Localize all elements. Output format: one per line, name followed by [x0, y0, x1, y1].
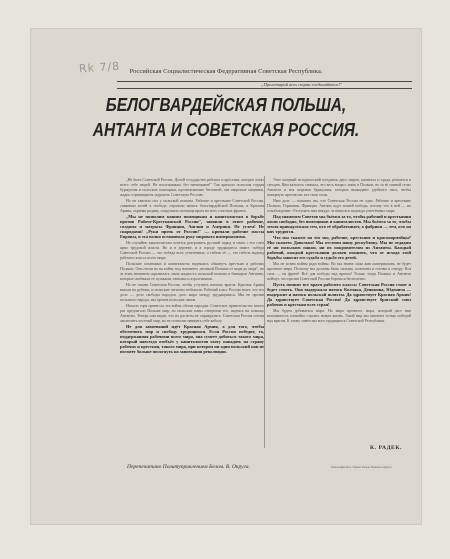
- right-text-column: [267, 178, 411, 447]
- left-paragraph: Немало горя принесла эта война обоим народам. Советское правительство много раз предлагало Польше мир, но польские паны отвергали его, надеясь на помощь Антанты. Теперь они видят, что их расчеты не оправдались. Советская Россия готова заключить честный мир, но не позволит навязать себе кабалу.: [120, 304, 264, 323]
- left-paragraph: Но не такова Советская Россия, чтобы уступить натиску врагов. Красная Армия вышла на рубежи, и польские легионы побежали. Рабочий класс России знает, что его дело — дело свободы народов, дело мира между трудящимися. Мы не против польского народа, мы против польских панов.: [120, 283, 264, 302]
- left-paragraph: [120, 325, 264, 355]
- left-bold-paragraph: Не для завоеваний идёт Красная Армия, а для того, чтобы обеспечить мир и свободу трудящимся. Если Россия победит, то, поддержанная рабочими всего мира, она сумеет добиться такого мира, который навсегда отобьёт у капиталистов охоту нападать на страну рабочих и крестьян, такого мира, при котором ни один польский пан не посмеет больше посягнуть на завоевания революции.: [120, 324, 264, 354]
- right-paragraph: [267, 236, 411, 261]
- right-paragraph: [267, 283, 411, 308]
- right-paragraph: Наш долг — показать им, что Советская Россия не одна. Рабочие и крестьяне Польши, Германии, Франции, Англии ждут нашей победы, потому что в ней — их освобождение. Отступать нам некуда: за нами вся надежда угнетённых мира.: [267, 199, 411, 213]
- title-line-1: БЕЛОГВАРДЕЙСКАЯ ПОЛЬША,: [105, 95, 347, 115]
- left-paragraph: Не случайно капиталистам хочется разгромить русский народ и снять с его плеч ярмо трудовой власти. Но и в деревне, и в городе трудящиеся знают: победа Советской России — это победа всех угнетенных, а гибель её — это гибель надежд рабочего класса всего мира.: [120, 241, 264, 260]
- left-bold-paragraph: „Мы не позволим нашим помещикам и капиталистам в борьбе против Рабоче-Крестьянской России", заявили в ответ рабочие, солдаты и матросы Франции, Англии и Америки. Не углем! Не снарядами! „Руки прочь от России!" — кричали рабочие массы Европы, и эта волна остановила руку мирового империализма.: [120, 214, 264, 239]
- title-line-2: АНТАНТА И СОВЕТСКАЯ РОССИЯ.: [92, 120, 360, 140]
- left-paragraph: [120, 215, 264, 240]
- printer-imprint: Типография Пол. Управл. Белом. Военного Округа.: [331, 466, 393, 469]
- reprint-note: Перепечатано Политуправлением Белом. В. Округа.: [127, 464, 250, 470]
- republic-header: Российская Социалистическая Федеративная Советская Республика.: [129, 68, 323, 75]
- left-paragraph: Но не хватило сил у польской шляхты. Рабочие и крестьяне Советской России, спаянные волей к свободе, отразили натиск белогвардейской Польши, и Красная Армия, охраняя родину, сокрушила полчища врага на всех участках фронта.: [120, 199, 264, 213]
- right-paragraph: [267, 215, 411, 235]
- column-divider: [264, 176, 265, 448]
- left-paragraph: „Не быть Советской России. Долой государство рабочих и крестьян, которое хотят всего себе людей. Не насильникам, без наемщиков!" Так кричала польская гордая буржуазия и польские помещики, вдохновляемые Антантой, эти свирепые хищники, жадно стремящиеся задушить Советскую Россию.: [120, 178, 264, 197]
- right-bold-paragraph: Что мы скажем на это мы, рабочие, крестьяне и красноармейцы? Мы скажем: Довольно! Мы отстоим нашу республику. Мы не отдадим её ни польским панам, ни их покровителям из Антанты. Каждый рабочий, каждый крестьянин должен помнить, что от исхода этой борьбы зависит его судьба и судьба его детей.: [267, 235, 411, 260]
- right-paragraph: Мы не хотим войны ради войны. Но мы знаем: пока жив империализм, не будет прочного мира. Поэтому мы должны быть сильны, сплочены и готовы к отпору. Вся сила — на фронт! Всё для победы над врагом! Только тогда Польша и Антанта поймут, что против Советской России бороться бесполезно.: [267, 262, 411, 281]
- motto: „Пролетарий всех стран соединяйтесь!": [261, 82, 342, 87]
- author-signature: К. РАДЕК.: [370, 445, 403, 451]
- header-rule-bottom: [117, 88, 412, 89]
- left-paragraph: Польские помещики и капиталисты надеялись обмануть крестьян и рабочих Польши. Они гнали их на войну под знаменем „великой Польши от моря до моря", но за этим знаменем скрывалась лишь жадность польской шляхты и банкиров Антанты, которые снабжали её пушками, танками и аэропланами.: [120, 262, 264, 281]
- poster-sheet: [31, 29, 421, 524]
- right-paragraph: Мы будем добиваться мира. Но мира прочного, мира, который даст нам возможность спокойно строить новую жизнь. Такой мир мы завоюем только победой над врагом. К этому зовём мы всех трудящихся Советской Республики.: [267, 308, 411, 323]
- right-paragraph: Этот мощный исторический поединок двух миров, капитала и труда, решается в сегодня. Нам казалось сначала, что весь вопрос лишь в Польше, но за её спиной стоят Антанта и вся мировая буржуазия, которые выжидают удобного часа, чтобы повернуть против нас все свои силы.: [267, 178, 411, 197]
- right-bold-paragraph: Пусть помнят все враги рабочего класса: Советская Россия стоит и будет стоять. Она выдержала натиск Колчака, Деникина, Юденича — выдержит и натиск польской шляхты. Да здравствует Красная Армия! Да здравствует Советская Россия! Да здравствует братский союз рабочих и крестьян всех стран!: [267, 282, 411, 307]
- right-bold-paragraph: Под знаменем Советов мы бьёмся за то, чтобы рабочий и крестьянин жили свободно, без помещиков и капиталистов. Мы бьёмся за то, чтобы земля принадлежала тем, кто её обрабатывает, а фабрики — тем, кто на них трудится.: [267, 214, 411, 234]
- left-text-column: [120, 178, 264, 447]
- pencil-catalog-mark: Rk 7/8: [78, 59, 121, 76]
